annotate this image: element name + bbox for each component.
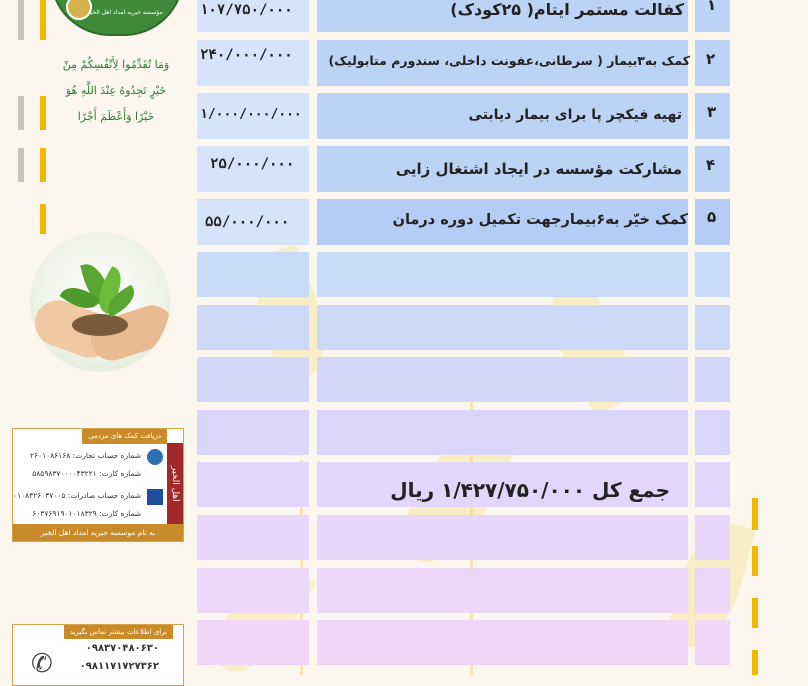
empty-cell [317, 357, 688, 402]
contact-card-header: برای اطلاعات بیشتر تماس بگیرید [64, 625, 173, 639]
decor-stripe [18, 0, 24, 40]
phone-number[interactable]: ۰۹۸۳۷۰۴۸۰۶۳۰ [85, 643, 159, 654]
bank-saderat-icon [147, 489, 163, 505]
phone-number[interactable]: ۰۹۸۱۱۷۱۷۲۷۳۶۲ [79, 661, 159, 672]
decor-stripe [752, 498, 758, 530]
bank-card-side-label: اهل الخیر [167, 443, 183, 525]
quran-verse [50, 52, 182, 130]
total-sum-label: جمع کل ۱/۴۲۷/۷۵۰/۰۰۰ ریال [390, 478, 670, 502]
empty-cell [197, 305, 309, 350]
decor-stripe [40, 204, 46, 234]
row-description: تهیه فیکچر پا برای بیمار دیابتی [468, 107, 682, 123]
logo-text: مؤسسه خیریه امداد اهل الخیر [87, 9, 163, 16]
bank-card-footer: به نام موسسه خیریه امداد اهل الخیر [13, 524, 183, 541]
row-amount: ۵۵/۰۰۰/۰۰۰ [205, 214, 290, 230]
verse-line: وَمَا تُقَدِّمُوا لِأَنْفُسِكُمْ مِنْ [62, 58, 170, 71]
decor-stripe [18, 96, 24, 130]
empty-cell [695, 620, 730, 665]
empty-cell [197, 620, 309, 665]
hands-plant-image [30, 232, 170, 372]
decor-stripe [18, 148, 24, 182]
row-number: ۳ [707, 103, 717, 121]
empty-cell [197, 357, 309, 402]
row-amount: ۱۰۷/۷۵۰/۰۰۰ [200, 2, 293, 18]
empty-cell [197, 410, 309, 455]
empty-cell [317, 568, 688, 613]
empty-cell [317, 305, 688, 350]
empty-cell [695, 462, 730, 507]
decor-stripe [40, 148, 46, 182]
row-number: ۱ [707, 0, 717, 14]
bank-account-line: شماره حساب صادرات: ۰۱۰۸۳۲۶۰۳۷۰۰۵ [13, 491, 141, 500]
bank-card-line: شماره کارت: ۶۰۳۷۶۹۱۹۰۱۰۱۸۳۲۹ [32, 509, 141, 518]
row-amount: ۱/۰۰۰/۰۰۰/۰۰۰ [200, 107, 302, 122]
row-description: کمک خیّر به۶بیمارجهت تکمیل دوره درمان [392, 212, 688, 228]
empty-cell [695, 305, 730, 350]
decor-stripe [40, 96, 46, 130]
row-amount: ۲۵/۰۰۰/۰۰۰ [210, 156, 295, 172]
empty-cell [317, 515, 688, 560]
empty-cell [317, 252, 688, 297]
row-description: مشارکت مؤسسه در ایجاد اشتغال زایی [395, 160, 682, 178]
empty-cell [197, 462, 309, 507]
phone-icon: ✆ [31, 649, 53, 679]
row-amount: ۲۴۰/۰۰۰/۰۰۰ [200, 47, 293, 63]
empty-cell [197, 252, 309, 297]
decor-stripe [40, 0, 46, 40]
decor-stripe [752, 650, 758, 675]
decor-stripe [752, 546, 758, 576]
empty-cell [197, 515, 309, 560]
row-description: کمک به۳بیمار ( سرطانی،عفونت داخلی، سندورم متابولیک) [328, 53, 690, 68]
row-description: کفالت مستمر ایتام( ۲۵کودک) [450, 0, 684, 19]
empty-cell [695, 568, 730, 613]
empty-cell [197, 568, 309, 613]
row-number: ۵ [707, 208, 717, 226]
verse-line: خَيْرٍ تَجِدُوهُ عِنْدَ اللَّهِ هُوَ [65, 84, 167, 97]
bank-card-header: دریافت کمک های مردمی [82, 429, 167, 444]
contact-card [12, 624, 184, 686]
row-number: ۴ [706, 156, 716, 174]
decor-stripe [752, 598, 758, 628]
empty-cell [695, 410, 730, 455]
empty-cell [695, 515, 730, 560]
empty-cell [695, 357, 730, 402]
bank-account-line: شماره حساب تجارت: ۲۶۰۱۰۸۶۱۶۸ [29, 451, 141, 460]
bank-account-card [12, 428, 184, 542]
bank-card-line: شماره کارت: ۵۸۵۹۸۳۷۰۰۰۰۴۳۲۲۱ [32, 469, 141, 478]
empty-cell [695, 252, 730, 297]
empty-cell [317, 620, 688, 665]
empty-cell [317, 410, 688, 455]
bank-tejarat-icon [147, 449, 163, 465]
row-number: ۲ [706, 50, 716, 68]
verse-line: خَيْرًا وَأَعْظَمَ أَجْرًا [77, 110, 155, 123]
